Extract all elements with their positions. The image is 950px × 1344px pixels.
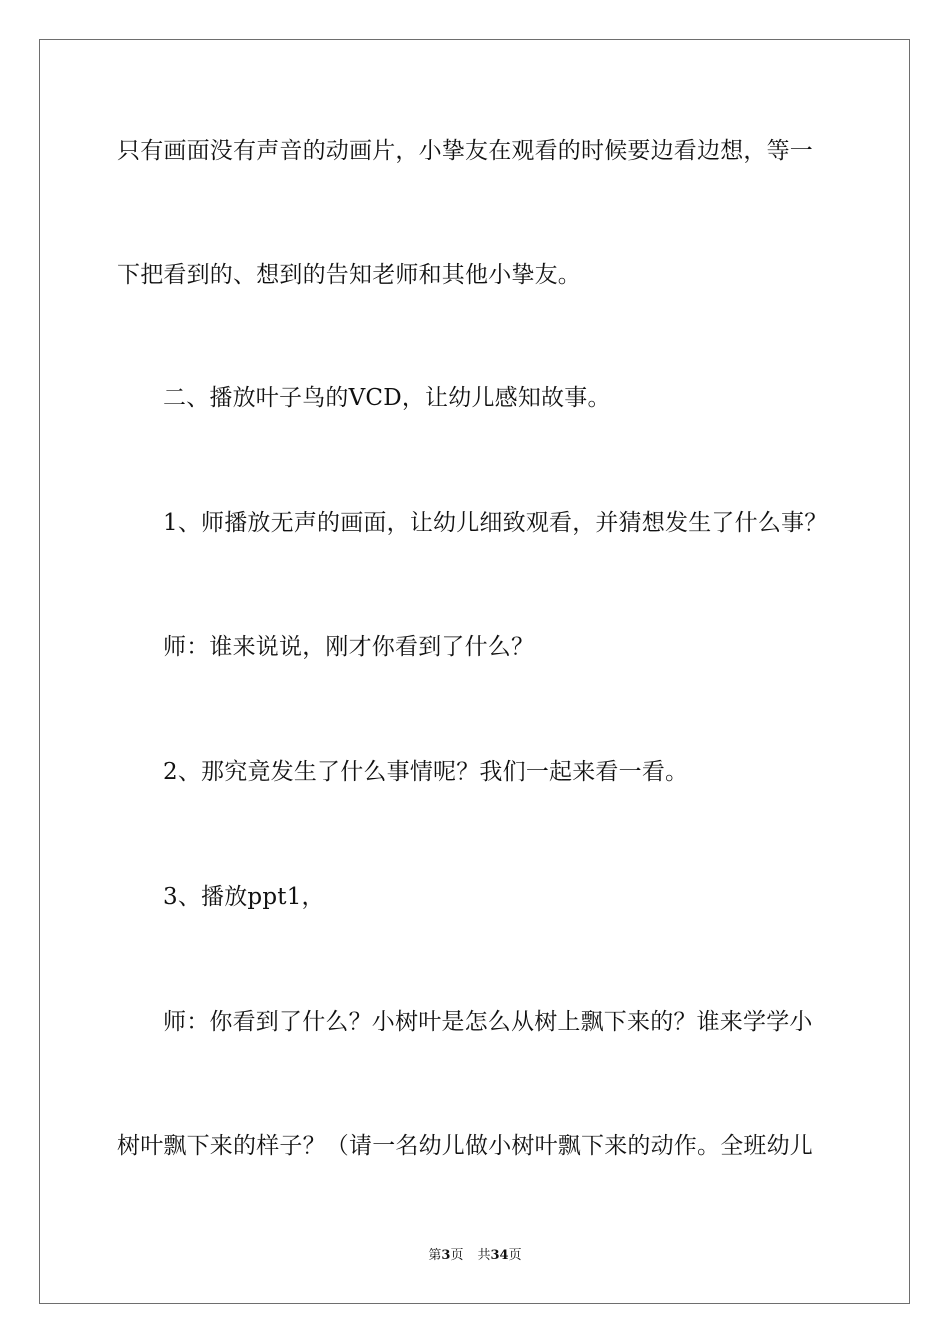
text-line-5: 师：谁来说说，刚才你看到了什么？: [163, 634, 535, 660]
page-frame: [39, 39, 910, 1304]
text-line-8: 师：你看到了什么？小树叶是怎么从树上飘下来的？谁来学学小: [163, 1009, 813, 1035]
text-line-6: 2、那究竟发生了什么事情呢？我们一起来看一看。: [163, 759, 689, 785]
page-suffix: 页: [450, 1248, 464, 1263]
page-footer: [0, 1246, 950, 1266]
text-line-4: 1、师播放无声的画面，让幼儿细致观看，并猜想发生了什么事？: [163, 510, 828, 536]
text-line-7: 3、播放ppt1，: [163, 884, 325, 910]
total-prefix: 共: [477, 1248, 491, 1263]
page-prefix: 第: [428, 1248, 442, 1263]
text-line-9: 树叶飘下来的样子？（请一名幼儿做小树叶飘下来的动作。全班幼儿: [117, 1133, 813, 1159]
total-suffix: 页: [508, 1248, 522, 1263]
section-heading: 二、播放叶子鸟的VCD，让幼儿感知故事。: [163, 385, 611, 411]
text-line-1: 只有画面没有声音的动画片，小挚友在观看的时候要边看边想，等一: [117, 138, 813, 164]
page-number: 3: [441, 1248, 451, 1263]
text-line-2: 下把看到的、想到的告知老师和其他小挚友。: [117, 262, 581, 288]
total-pages: 34: [490, 1248, 509, 1263]
